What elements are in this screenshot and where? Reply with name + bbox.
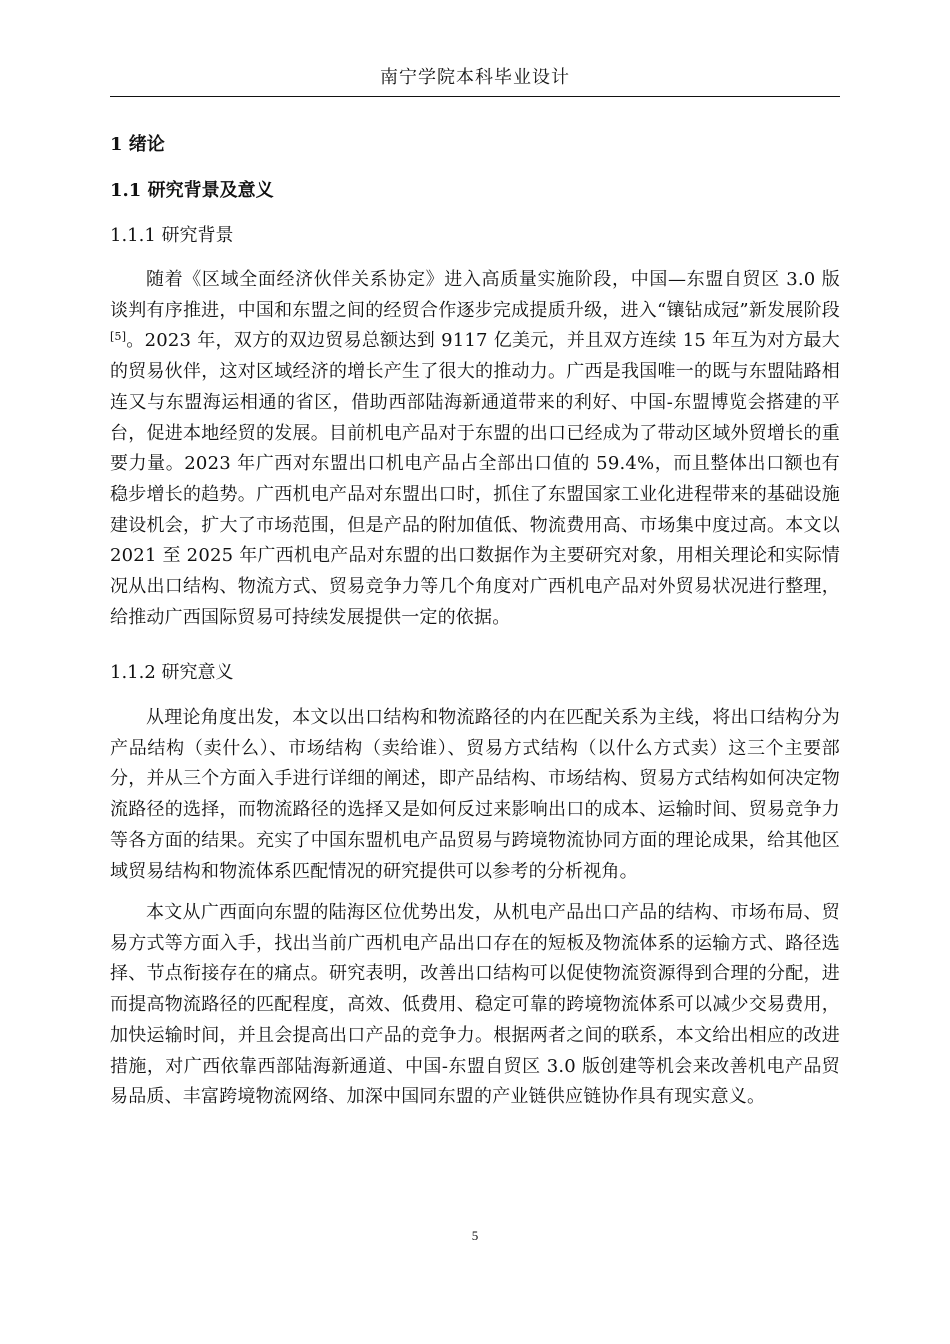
significance-paragraph-1: 从理论角度出发，本文以出口结构和物流路径的内在匹配关系为主线，将出口结构分为产品结构（卖什么）、市场结构（卖给谁）、贸易方式结构（以什么方式卖）这三个主要部分，并从三个方面入手进行详细的阐述，即产品结构、市场结构、贸易方式结构如何决定物流路径的选择，而物流路径的选择又是如何反过来影响出口的成本、运输时间、贸易竞争力等各方面的结果。充实了中国东盟机电产品贸易与跨境物流协同方面的理论成果，给其他区域贸易结构和物流体系匹配情况的研究提供可以参考的分析视角。 (110, 707, 840, 882)
background-paragraph (110, 265, 840, 633)
significance-paragraph-2: 本文从广西面向东盟的陆海区位优势出发，从机电产品出口产品的结构、市场布局、贸易方式等方面入手，找出当前广西机电产品出口存在的短板及物流体系的运输方式、路径选择、节点衔接存在的痛点。研究表明，改善出口结构可以促使物流资源得到合理的分配，进而提高物流路径的匹配程度，高效、低费用、稳定可靠的跨境物流体系可以减少交易费用，加快运输时间，并且会提高出口产品的竞争力。根据两者之间的联系，本文给出相应的改进措施，对广西依靠西部陆海新通道、中国-东盟自贸区 3.0 版创建等机会来改善机电产品贸易品质、丰富跨境物流网络、加深中国同东盟的产业链供应链协作具有现实意义。 (110, 902, 840, 1108)
background-text-part2: 。2023 年，双方的双边贸易总额达到 9117 亿美元，并且双方连续 15 年互为对方最大的贸易伙伴，这对区域经济的增长产生了很大的推动力。广西是我国唯一的既与东盟陆路相连又与东盟海运相通的省区，借助西部陆海新通道带来的利好、中国-东盟博览会搭建的平台，促进本地经贸的发展。目前机电产品对于东盟的出口已经成为了带动区域外贸增长的重要力量。2023 年广西对东盟出口机电产品占全部出口值的 59.4%，而且整体出口额也有稳步增长的趋势。广西机电产品对东盟出口时，抓住了东盟国家工业化进程带来的基础设施建设机会，扩大了市场范围，但是产品的附加值低、物流费用高、市场集中度过高。本文以 2021 至 2025 年广西机电产品对东盟的出口数据作为主要研究对象，用相关理论和实际情况从出口结构、物流方式、贸易竞争力等几个角度对广西机电产品对外贸易状况进行整理，给推动广西国际贸易可持续发展提供一定的依据。 (110, 330, 840, 628)
running-header: 南宁学院本科毕业设计 (380, 67, 570, 88)
header-rule (110, 96, 840, 97)
subsection-heading-background: 1.1.1 研究背景 (110, 225, 234, 246)
background-text-part1: 随着《区域全面经济伙伴关系协定》进入高质量实施阶段，中国—东盟自贸区 3.0 版谈判有序推进，中国和东盟之间的经贸合作逐步完成提质升级，进入“镶钻成冠”新发展阶段 (110, 269, 840, 321)
citation-reference: [5] (110, 330, 127, 344)
section-heading: 1.1 研究背景及意义 (110, 180, 274, 201)
page-number: 5 (471, 1228, 479, 1243)
subsection-heading-significance: 1.1.2 研究意义 (110, 662, 234, 683)
chapter-heading: 1 绪论 (110, 134, 165, 155)
